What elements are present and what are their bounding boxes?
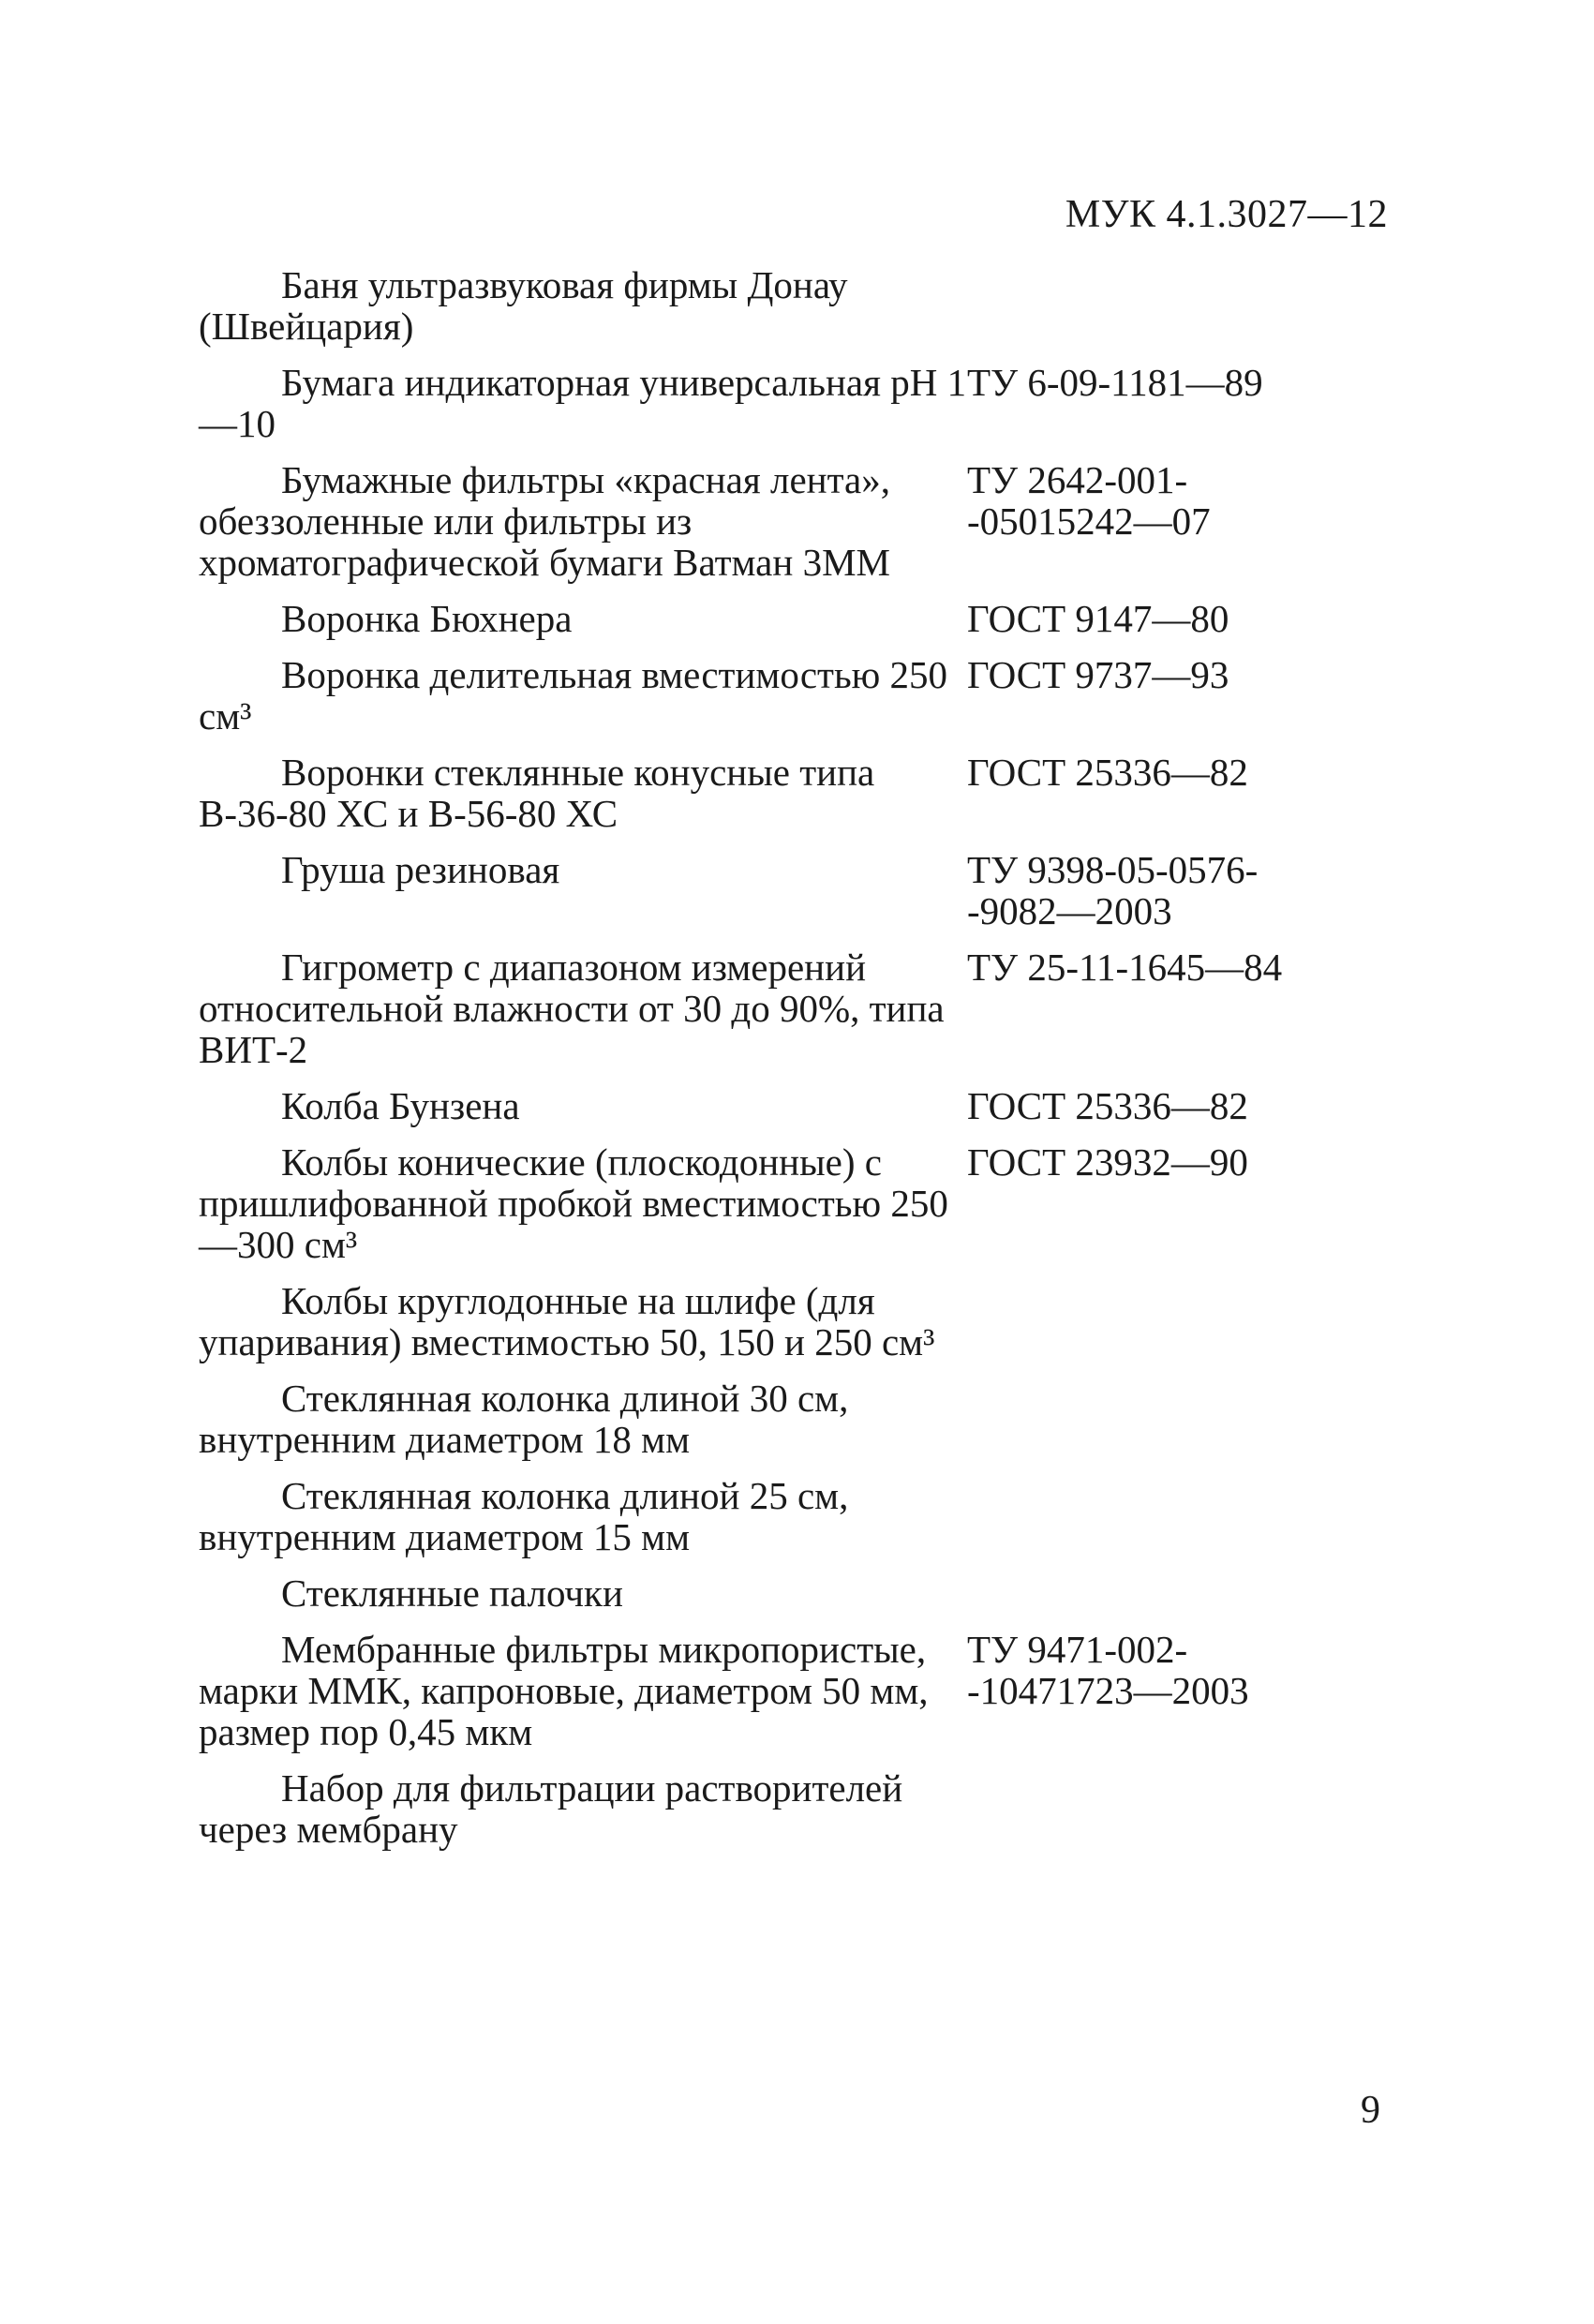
item-name: Стеклянная колонка длиной 30 см, внутренним диаметром 18 мм	[199, 1377, 849, 1461]
item-standard	[967, 264, 1361, 347]
list-item	[199, 1141, 1417, 1265]
list-item	[199, 598, 1417, 639]
item-name: Груша резиновая	[281, 848, 560, 891]
item-standard: ГОСТ 9737—93	[967, 653, 1229, 696]
item-name: Баня ультразвуковая фирмы Донау (Швейцария)	[199, 263, 848, 348]
list-item	[199, 459, 1417, 583]
item-standard	[967, 1767, 1361, 1850]
item-standard: ГОСТ 25336—82	[967, 751, 1248, 794]
item-name: Бумажные фильтры «красная лента», обеззоленные или фильтры из хроматографической бумаги Ватман 3ММ	[199, 458, 890, 584]
item-standard	[967, 1280, 1361, 1363]
list-item	[199, 1085, 1417, 1126]
list-item	[199, 1378, 1417, 1460]
item-standard: ТУ 6-09-1181—89	[967, 361, 1263, 404]
item-name: Воронка делительная вместимостью 250 см³	[199, 653, 948, 737]
item-standard: ГОСТ 9147—80	[967, 597, 1229, 640]
item-standard: ТУ 9398-05-0576- -9082—2003	[967, 848, 1259, 932]
item-standard: ТУ 9471-002- -10471723—2003	[967, 1628, 1249, 1712]
item-name: Гигрометр с диапазоном измерений относительной влажности от 30 до 90%, типа ВИТ-2	[199, 946, 945, 1071]
item-standard	[967, 1475, 1361, 1557]
item-name: Набор для фильтрации растворителей через мембрану	[199, 1766, 903, 1851]
list-item	[199, 264, 1417, 347]
list-item	[199, 1767, 1417, 1850]
list-item	[199, 946, 1417, 1070]
page-number: 9	[1361, 2089, 1380, 2132]
document-code-header: МУК 4.1.3027—12	[1065, 193, 1388, 236]
list-item	[199, 654, 1417, 737]
item-name: Бумага индикаторная универсальная pH 1—10	[199, 361, 967, 445]
list-item	[199, 1629, 1417, 1752]
list-item	[199, 1475, 1417, 1557]
equipment-list	[199, 264, 1417, 1865]
item-standard: ТУ 25-11-1645—84	[967, 946, 1283, 989]
item-name: Воронки стеклянные конусные типа В-36-80 ХС и В-56-80 ХС	[199, 751, 875, 835]
list-item	[199, 362, 1417, 444]
item-name: Воронка Бюхнера	[281, 597, 573, 640]
item-name: Стеклянная колонка длиной 25 см, внутренним диаметром 15 мм	[199, 1474, 849, 1558]
list-item	[199, 849, 1417, 931]
list-item	[199, 752, 1417, 834]
item-name: Мембранные фильтры микропористые, марки ММК, капроновые, диаметром 50 мм, размер пор 0,45 мкм	[199, 1628, 929, 1753]
item-standard	[967, 1572, 1361, 1614]
item-standard: ГОСТ 25336—82	[967, 1084, 1248, 1127]
item-name: Стеклянные палочки	[281, 1572, 623, 1615]
list-item	[199, 1572, 1417, 1614]
list-item	[199, 1280, 1417, 1363]
item-standard: ТУ 2642-001- -05015242—07	[967, 458, 1211, 543]
item-standard: ГОСТ 23932—90	[967, 1140, 1248, 1184]
item-name: Колба Бунзена	[281, 1084, 520, 1127]
item-standard	[967, 1378, 1361, 1460]
item-name: Колбы круглодонные на шлифе (для упаривания) вместимостью 50, 150 и 250 см³	[199, 1279, 935, 1363]
item-name: Колбы конические (плоскодонные) с пришлифованной пробкой вместимостью 250—300 см³	[199, 1140, 948, 1266]
